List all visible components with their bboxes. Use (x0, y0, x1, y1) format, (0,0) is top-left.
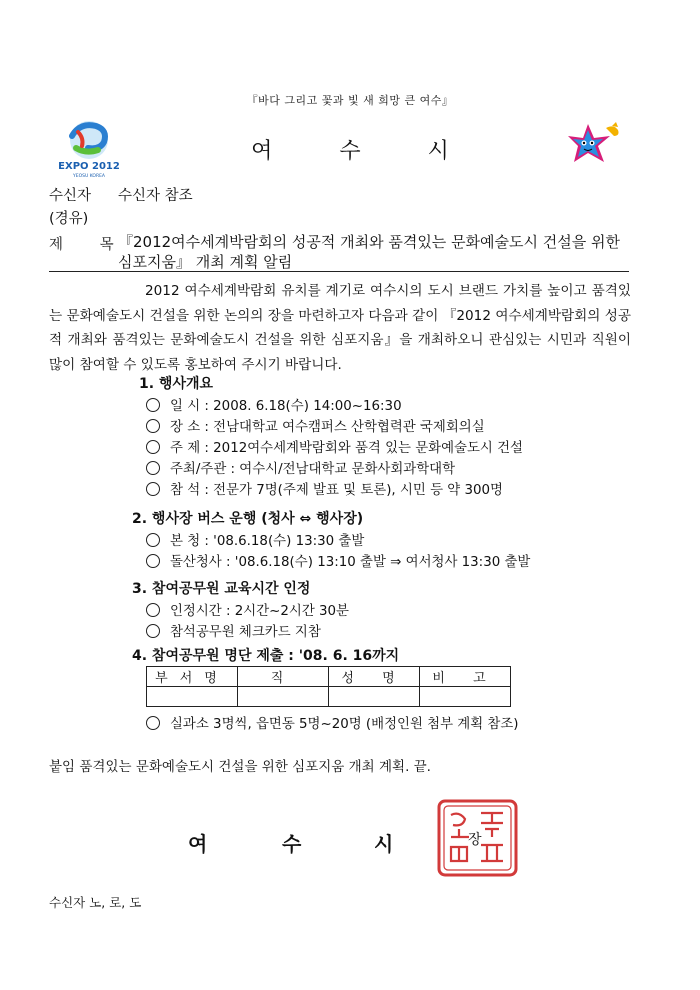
table-header-cell: 비 고 (420, 667, 511, 687)
seal-label: 장 (468, 832, 482, 848)
table-header-row (147, 667, 511, 687)
table-cell (238, 687, 329, 707)
table-header-cell: 직 (238, 667, 329, 687)
list-item: 일 시 : 2008. 6.18(수) 14:00~16:30 (146, 395, 402, 414)
circle-bullet-icon (146, 554, 160, 568)
list-item: 장 소 : 전남대학교 여수캠퍼스 산학협력관 국제회의실 (146, 416, 485, 435)
table-cell (329, 687, 420, 707)
circle-bullet-icon (146, 419, 160, 433)
body-text: 2012 여수세계박람회 유치를 계기로 여수시의 도시 브랜드 가치를 높이고 품격있는 문화예술도시 건설을 위한 논의의 장을 마련하고자 다음과 같이 『2012 여수세계박람회의 성공적 개최와 품격있는 문화예술도시 건설을 위한 심포지움』을 개최하오니 관심있는 시민과 직원이 많이 참여할 수 있도록 홍보하여 주시기 바랍니다. (49, 283, 631, 373)
expo-logo-sub-text: YEOSU KOREA (72, 174, 106, 179)
recipient-value: 수신자 참조 (118, 188, 193, 204)
recipient-label: 수신자 (49, 188, 92, 204)
body-paragraph (49, 279, 631, 377)
circle-bullet-icon (146, 603, 160, 617)
list-item: 주최/주관 : 여수시/전남대학교 문화사회과학대학 (146, 458, 455, 477)
section-3-title: 3. 참여공무원 교육시간 인정 (132, 581, 311, 597)
circle-bullet-icon (146, 624, 160, 638)
name-list-table (146, 666, 511, 707)
subject-text: 『2012여수세계박람회의 성공적 개최와 품격있는 문화예술도시 건설을 위한 심포지움』 개최 계획 알림 (118, 233, 620, 271)
list-item: 참 석 : 전문가 7명(주제 발표 및 토론), 시민 등 약 300명 (146, 479, 503, 498)
slogan: 『바다 그리고 꽃과 빛 새 희망 큰 여수』 (246, 94, 454, 107)
star-mascot-icon (566, 122, 624, 168)
list-item: 실과소 3명씩, 읍면동 5명~20명 (배정인원 첨부 계획 참조) (146, 713, 519, 732)
circle-bullet-icon (146, 398, 160, 412)
circle-bullet-icon (146, 461, 160, 475)
table-cell (147, 687, 238, 707)
table-header-cell: 성 명 (329, 667, 420, 687)
footer-org-char: 시 (374, 832, 394, 856)
footer-org-char: 여 (188, 832, 208, 856)
circle-bullet-icon (146, 482, 160, 496)
section-1-title: 1. 행사개요 (139, 376, 214, 392)
footer-org-char: 수 (282, 832, 302, 856)
header-divider (49, 271, 629, 272)
circle-bullet-icon (146, 533, 160, 547)
circle-bullet-icon (146, 716, 160, 730)
table-row (147, 687, 511, 707)
org-title: 여 수 시 (251, 139, 479, 164)
expo-logo-main-text: EXPO 2012 (58, 161, 120, 172)
section-2-title: 2. 행사장 버스 운행 (청사 ⇔ 행사장) (132, 511, 364, 527)
list-item: 참석공무원 체크카드 지참 (146, 621, 321, 640)
list-item: 돌산청사 : '08.6.18(수) 13:10 출발 ⇒ 여서청사 13:30 출발 (146, 551, 530, 570)
subject-label: 제 목 (49, 237, 130, 253)
list-item: 주 제 : 2012여수세계박람회와 품격 있는 문화예술도시 건설 (146, 437, 523, 456)
list-item: 본 청 : '08.6.18(수) 13:30 출발 (146, 530, 364, 549)
table-header-cell: 부서명 (147, 667, 238, 687)
circle-bullet-icon (146, 440, 160, 454)
via-label: (경유) (49, 211, 89, 227)
cc-line: 수신자 노, 로, 도 (49, 895, 142, 910)
list-item: 인정시간 : 2시간~2시간 30분 (146, 600, 349, 619)
attachment-line: 붙임 품격있는 문화예술도시 건설을 위한 심포지움 개최 계획. 끝. (49, 759, 431, 775)
section-4-title: 4. 참여공무원 명단 제출 : '08. 6. 16까지 (132, 648, 400, 664)
table-cell (420, 687, 511, 707)
